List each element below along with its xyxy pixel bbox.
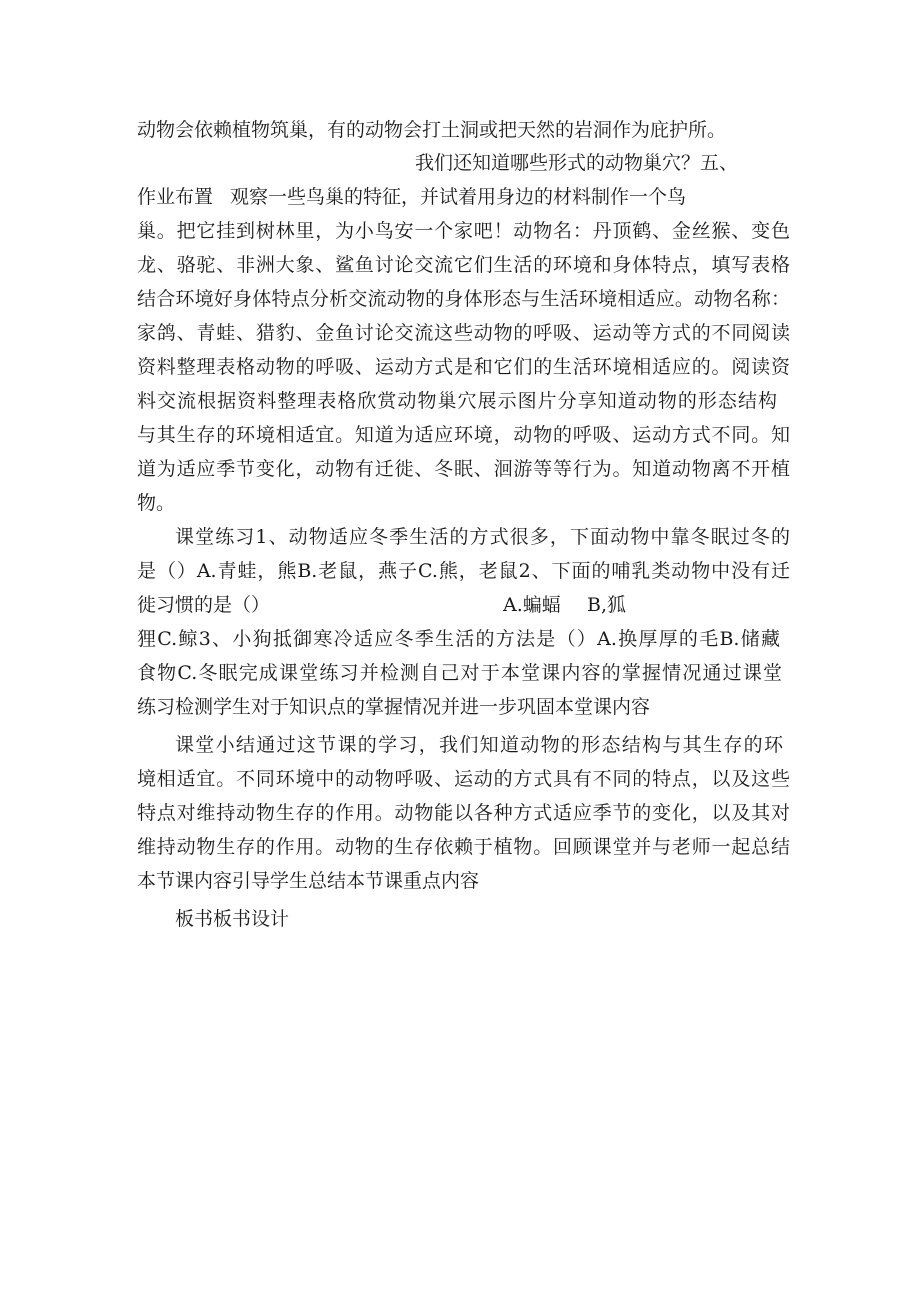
- section-heading: 作业布置: [137, 186, 214, 208]
- option-a: A.蝙蝠: [503, 594, 561, 616]
- text-line: 家鸽、青蛙、猎豹、金鱼讨论交流这些动物的呼吸、运动等方式的不同阅读: [137, 322, 790, 344]
- text-line: 与其生存的环境相适宜。知道为适应环境，动物的呼吸、运动方式不同。知: [137, 424, 790, 446]
- text-line: 我们还知道哪些形式的动物巢穴？五、: [415, 152, 739, 174]
- text-line: 课堂练习1、动物适应冬季生活的方式很多，下面动物中靠冬眠过冬的: [175, 526, 790, 548]
- text-line: 动物会依赖植物筑巢，有的动物会打土洞或把天然的岩洞作为庇护所。: [137, 119, 727, 141]
- text-line: 观察一些鸟巢的特征，并试着用身边的材料制作一个鸟: [230, 186, 687, 208]
- option-b: B,狐: [587, 594, 627, 616]
- text-line: 料交流根据资料整理表格欣赏动物巢穴展示图片分享知道动物的形态结构: [137, 390, 777, 412]
- text-line: 维持动物生存的作用。动物的生存依赖于植物。回顾课堂并与老师一起总结: [137, 836, 790, 858]
- text-line: 结合环境好身体特点分析交流动物的身体形态与生活环境相适应。动物名称：: [137, 288, 790, 310]
- text-line: 特点对维持动物生存的作用。动物能以各种方式适应季节的变化，以及其对: [137, 802, 790, 824]
- text-line: 资料整理表格动物的呼吸、运动方式是和它们的生活环境相适应的。阅读资: [137, 356, 790, 378]
- text-line: 境相适宜。不同环境中的动物呼吸、运动的方式具有不同的特点，以及这些: [137, 768, 790, 790]
- text-line: 道为适应季节变化，动物有迁徙、冬眠、洄游等等行为。知道动物离不开植: [137, 458, 790, 480]
- text-line: 狸C.鲸3、小狗抵御寒冷适应冬季生活的方法是（）A.换厚厚的毛B.储藏: [137, 628, 780, 650]
- text-line: 物。: [137, 492, 176, 514]
- text-line: 食物C.冬眠完成课堂练习并检测自己对于本堂课内容的掌握情况通过课堂: [137, 662, 782, 684]
- text-line: 徙习惯的是（）: [137, 594, 271, 616]
- text-line: 课堂小结通过这节课的学习，我们知道动物的形态结构与其生存的环: [175, 734, 783, 756]
- text-line: 是（）A.青蛙，熊B.老鼠，燕子C.熊，老鼠2、下面的哺乳类动物中没有迁: [137, 560, 790, 582]
- text-line: 本节课内容引导学生总结本节课重点内容: [137, 870, 480, 892]
- text-line: 练习检测学生对于知识点的掌握情况并进一步巩固本堂课内容: [137, 696, 651, 718]
- section-heading: 板书板书设计: [175, 908, 290, 930]
- text-line: 巢。把它挂到树林里，为小鸟安一个家吧！动物名：丹顶鹤、金丝猴、变色: [137, 220, 790, 242]
- text-line: 龙、骆驼、非洲大象、鲨鱼讨论交流它们生活的环境和身体特点，填写表格: [137, 254, 790, 276]
